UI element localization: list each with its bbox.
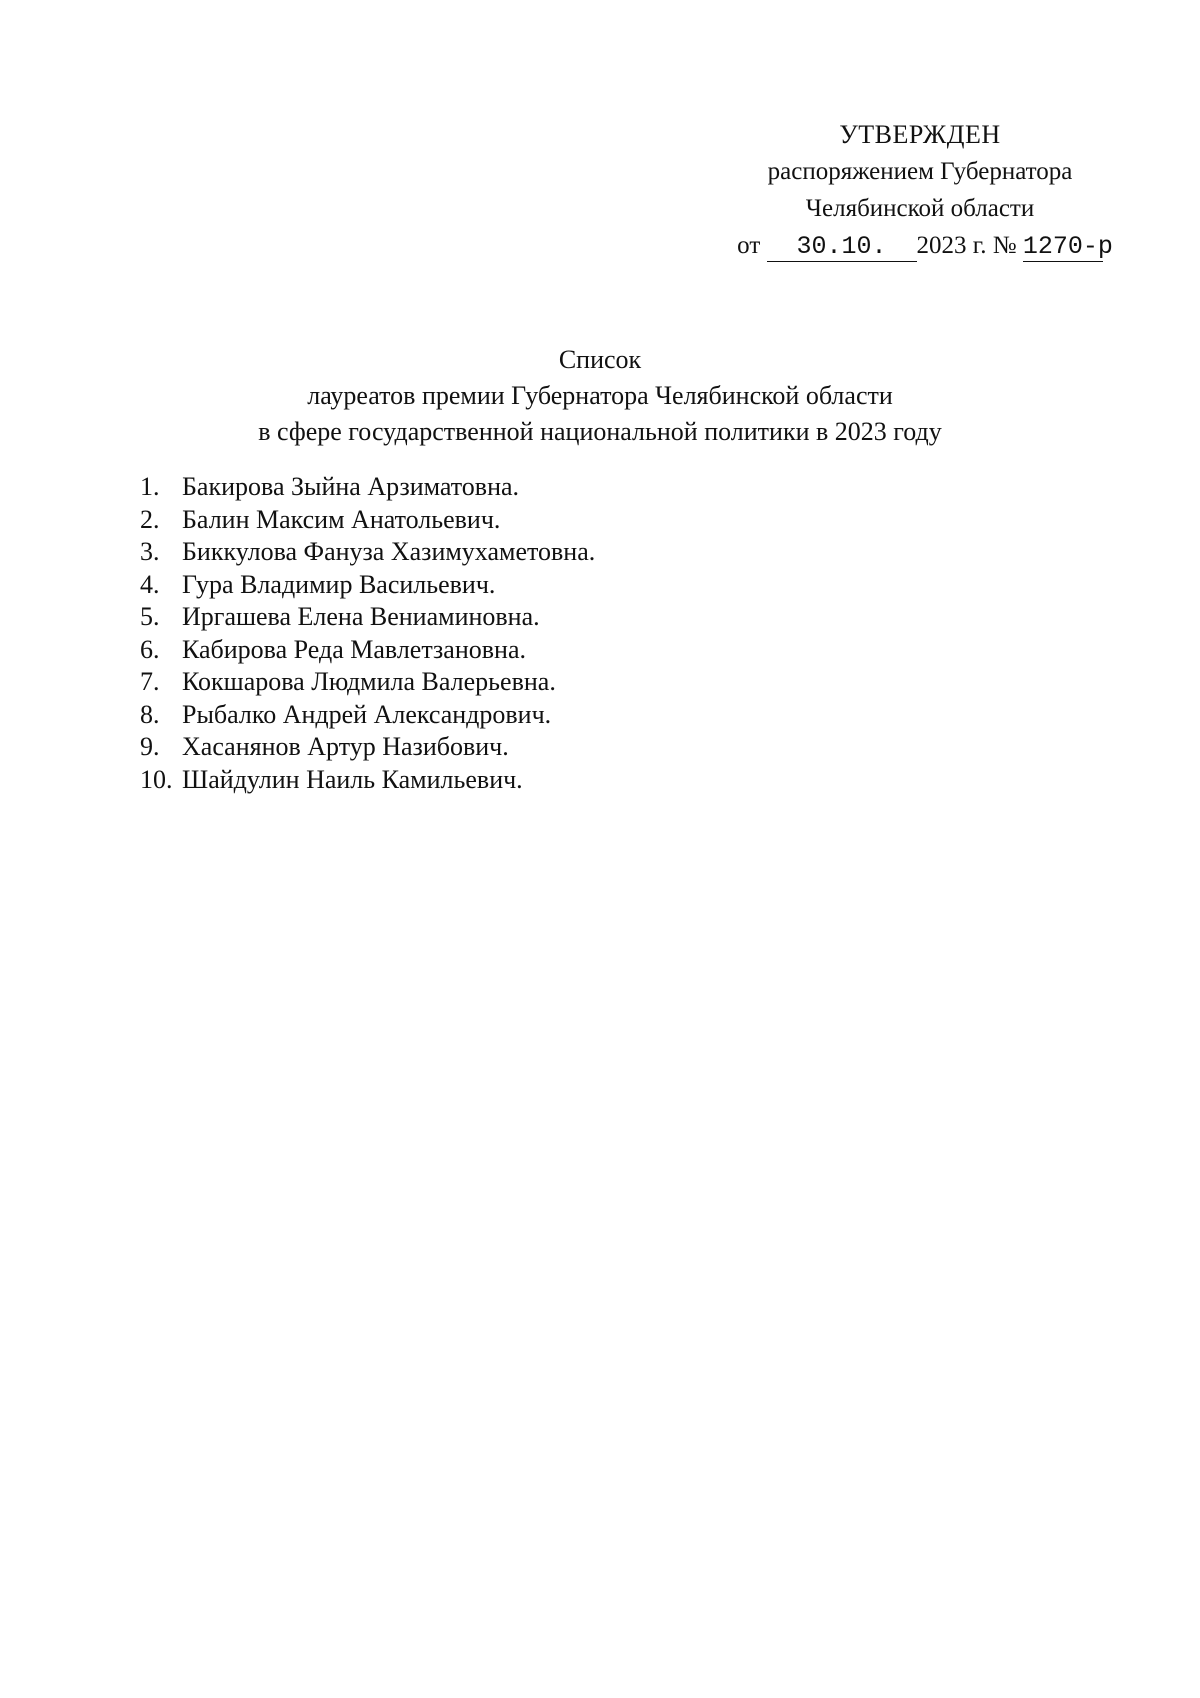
decree-number-field: 1270-р: [1022, 232, 1113, 261]
item-number: 9.: [140, 732, 160, 761]
approval-line-decree: распоряжением Губернатора: [767, 158, 1073, 185]
item-number: 7.: [140, 667, 160, 696]
laureate-name: Балин Максим Анатольевич.: [182, 504, 501, 534]
approval-date-line: [700, 227, 1140, 264]
approval-line-region: Челябинской области: [805, 195, 1035, 222]
document-title: [0, 342, 1200, 450]
laureate-name: Кабирова Реда Мавлетзановна.: [182, 634, 526, 664]
laureate-name: Бакирова Зыйна Арзиматовна.: [182, 472, 520, 501]
laureate-name: Биккулова Фануза Хазимухаметовна.: [182, 537, 596, 566]
item-number: 1.: [140, 472, 160, 501]
decree-date-field: 30.10.: [767, 233, 917, 262]
decree-year-text: 2023 г. №: [916, 232, 1017, 259]
list-item: [140, 634, 595, 667]
list-item: [140, 699, 595, 732]
item-number: 4.: [140, 569, 160, 599]
laureate-name: Кокшарова Людмила Валерьевна.: [182, 667, 556, 696]
item-number: 2.: [140, 504, 160, 534]
approval-block: [700, 116, 1140, 264]
approved-heading: УТВЕРЖДЕН: [839, 120, 1001, 149]
item-number: 10.: [140, 764, 173, 794]
laureate-name: Хасанянов Артур Назибович.: [182, 732, 509, 761]
laureate-name: Рыбалко Андрей Александрович.: [182, 699, 552, 729]
laureate-name: Шайдулин Наиль Камильевич.: [182, 764, 523, 794]
list-item: [140, 731, 595, 764]
title-line-sphere: в сфере государственной национальной политики в 2023 году: [258, 417, 942, 446]
item-number: 6.: [140, 634, 160, 664]
list-item: [140, 504, 595, 537]
laureate-name: Гура Владимир Васильевич.: [182, 569, 496, 599]
list-item: [140, 569, 595, 602]
list-item: [140, 666, 595, 699]
list-item: [140, 471, 595, 504]
laureates-list: [140, 471, 595, 796]
list-item: [140, 536, 595, 569]
title-line-list: Список: [558, 345, 642, 374]
laureate-name: Иргашева Елена Вениаминовна.: [182, 602, 540, 631]
list-item: [140, 601, 595, 634]
item-number: 3.: [140, 537, 160, 566]
item-number: 5.: [140, 602, 160, 631]
item-number: 8.: [140, 699, 160, 729]
title-line-laureates: лауреатов премии Губернатора Челябинской области: [307, 381, 893, 410]
date-prefix: от: [737, 232, 761, 259]
list-item: [140, 764, 595, 797]
